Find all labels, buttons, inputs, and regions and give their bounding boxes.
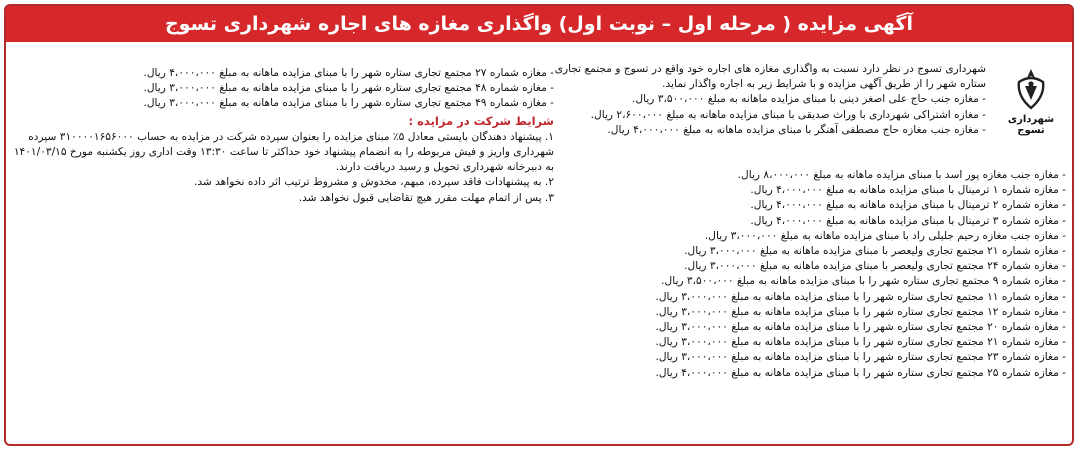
condition-item: ۲. به پیشنهادات فاقد سپرده، مبهم، مخدوش و مشروط ترتیب اثر داده نخواهد شد. [193,176,554,189]
list-item: - مغازه شماره ۹ مجتمع تجاری ستاره شهر را با مبنای مزایده ماهانه به مبلغ ۳،۵۰۰،۰۰۰ ریال. [661,275,1066,288]
municipality-logo [1000,66,1062,136]
list-item: - مغازه شماره ۲۵ مجتمع تجاری ستاره شهر را با مبنای مزایده ماهانه به مبلغ ۴،۰۰۰،۰۰۰ ریال. [655,366,1066,379]
list-item: - مغازه جنب مغازه رحیم جلیلی راد با مبنای مزایده ماهانه به مبلغ ۳،۰۰۰،۰۰۰ ریال. [704,229,1066,242]
list-item: - مغازه شماره ۴۹ مجتمع تجاری ستاره شهر را با مبنای مزایده ماهانه به مبلغ ۳،۰۰۰،۰۰۰ ریال. [143,97,554,110]
conditions-title: شرایط شرکت در مزایده : [408,113,554,128]
right-column [526,62,986,138]
list-item: - مغازه جنب مغازه حاج مصطفی آهنگر با مبنای مزایده ماهانه به مبلغ ۴،۰۰۰،۰۰۰ ریال. [607,123,986,136]
intro-text: شهرداری تسوج در نظر دارد نسبت به واگذاری مغازه های اجاره خود واقع در تسوج و مجتمع تجاری ستاره شهر را از طریق آگهی مزایده و با شرایط زیر به اجاره واگذار نماید. [554,63,986,91]
logo-caption: شهرداری تسوج [1007,114,1055,136]
list-item: - مغازه شماره ۲ ترمینال با مبنای مزایده ماهانه به مبلغ ۴،۰۰۰،۰۰۰ ریال. [750,199,1066,212]
list-item: - مغازه شماره ۱ ترمینال با مبنای مزایده ماهانه به مبلغ ۴،۰۰۰،۰۰۰ ریال. [750,184,1066,197]
list-item: - مغازه شماره ۲۱ مجتمع تجاری ولیعصر با مبنای مزایده ماهانه به مبلغ ۳،۰۰۰،۰۰۰ ریال. [684,245,1066,258]
ad-header [6,6,1072,42]
list-item: - مغازه شماره ۱۱ مجتمع تجاری ستاره شهر را با مبنای مزایده ماهانه به مبلغ ۳،۰۰۰،۰۰۰ ریال. [655,290,1066,303]
list-item: - مغازه جنب مغازه پور اسد با مبنای مزایده ماهانه به مبلغ ۸،۰۰۰،۰۰۰ ریال. [737,169,1066,181]
condition-item: ۳. پس از اتمام مهلت مقرر هیچ تقاضایی قبول نخواهد شد. [298,191,554,204]
ad-title: آگهی مزایده ( مرحله اول – نوبت اول) واگذاری مغازه های اجاره شهرداری تسوج [164,13,913,35]
list-item: - مغازه شماره ۴۸ مجتمع تجاری ستاره شهر را با مبنای مزایده ماهانه به مبلغ ۳،۰۰۰،۰۰۰ ریال. [143,82,554,95]
list-item: - مغازه شماره ۳ ترمینال با مبنای مزایده ماهانه به مبلغ ۴،۰۰۰،۰۰۰ ریال. [750,214,1066,227]
list-item: - مغازه جنب حاج علی اصغر دینی با مبنای مزایده ماهانه به مبلغ ۳،۵۰۰،۰۰۰ ریال. [632,93,986,106]
list-item: - مغازه شماره ۱۲ مجتمع تجاری ستاره شهر را با مبنای مزایده ماهانه به مبلغ ۳،۰۰۰،۰۰۰ ریال. [655,305,1066,318]
list-item: - مغازه شماره ۲۴ مجتمع تجاری ولیعصر با مبنای مزایده ماهانه به مبلغ ۳،۰۰۰،۰۰۰ ریال. [684,260,1066,273]
condition-item: ۱. پیشنهاد دهندگان بایستی معادل ۵٪ مبنای مزایده را بعنوان سپرده شرکت در مزایده به حساب ۳۱۰۰۰۰۱۶۵۶۰۰۰ سپرده شهرداری واریز و فیش مربوطه را به انضمام پیشنهاد خود حداکثر تا ساعت ۱۳:۳۰ وقت اداری روز یکشنبه مورخ ۱۴۰۱/۰۳/۱۵ به دبیرخانه شهرداری تحویل و رسید دریافت دارند. [13,130,554,174]
emblem-icon [1009,66,1053,112]
list-item: - مغازه شماره ۲۱ مجتمع تجاری ستاره شهر را با مبنای مزایده ماهانه به مبلغ ۳،۰۰۰،۰۰۰ ریال. [655,336,1066,349]
list-item: - مغازه شماره ۲۰ مجتمع تجاری ستاره شهر را با مبنای مزایده ماهانه به مبلغ ۳،۰۰۰،۰۰۰ ریال. [655,321,1066,334]
list-item: - مغازه اشتراکی شهرداری با وراث صدیقی با مبنای مزایده ماهانه به مبلغ ۲،۶۰۰،۰۰۰ ریال. [590,108,986,121]
list-item: - مغازه شماره ۲۷ مجتمع تجاری ستاره شهر را با مبنای مزایده ماهانه به مبلغ ۴،۰۰۰،۰۰۰ ریال. [143,67,554,79]
list-item: - مغازه شماره ۲۳ مجتمع تجاری ستاره شهر را با مبنای مزایده ماهانه به مبلغ ۳،۰۰۰،۰۰۰ ریال. [655,351,1066,364]
left-column [6,66,554,206]
